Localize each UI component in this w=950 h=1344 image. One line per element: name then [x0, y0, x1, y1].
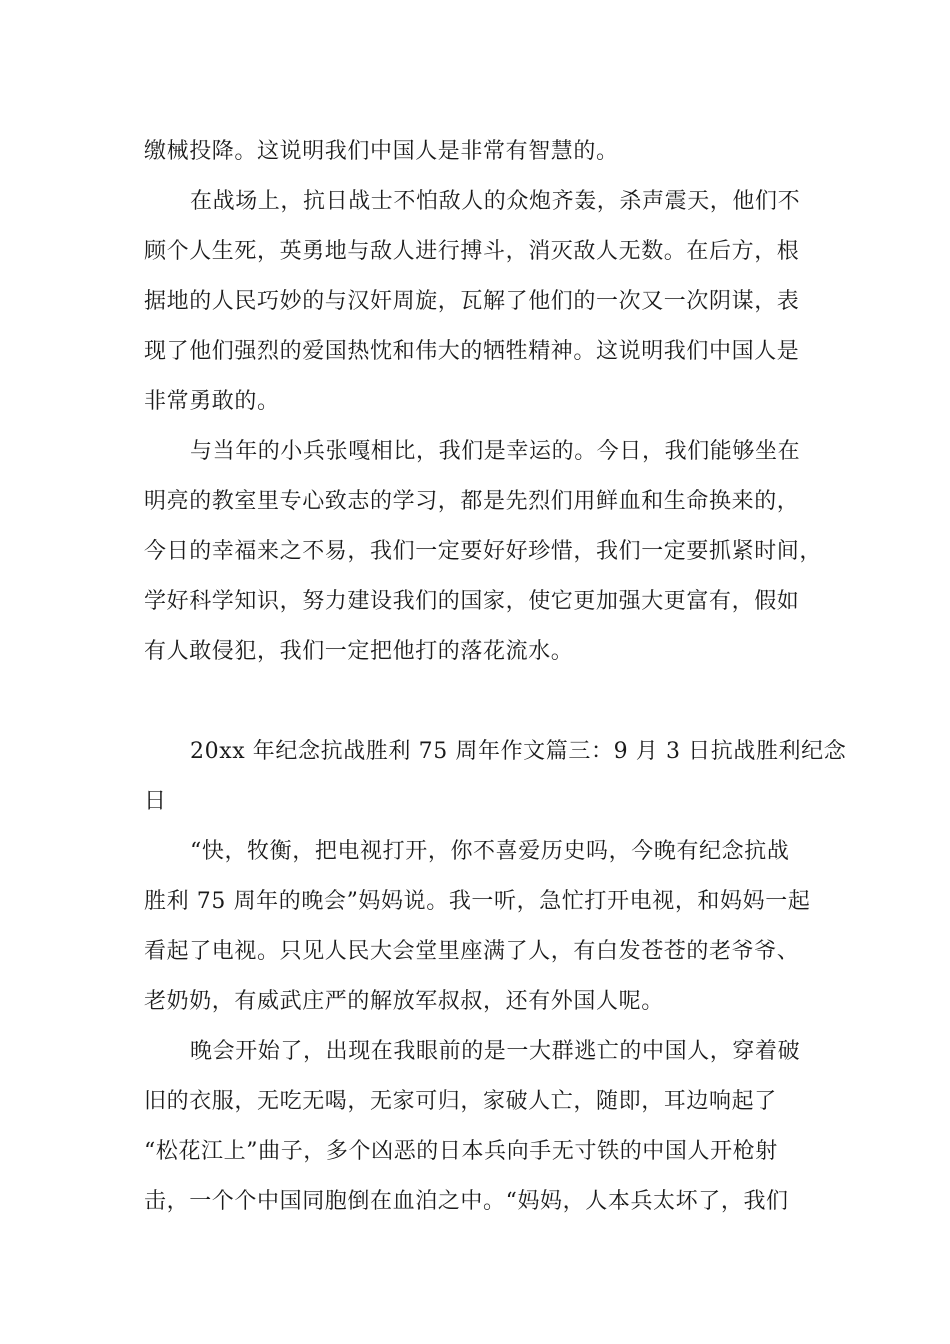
- text-line: 击，一个个中国同胞倒在血泊之中。“妈妈，人本兵太坏了，我们: [144, 1189, 789, 1214]
- text-line: 老奶奶，有威武庄严的解放军叔叔，还有外国人呢。: [144, 989, 664, 1014]
- text-line: 旧的衣服，无吃无喝，无家可归，家破人亡，随即，耳边响起了: [144, 1089, 777, 1114]
- text-line: 据地的人民巧妙的与汉奸周旋，瓦解了他们的一次又一次阴谋，表: [144, 289, 800, 314]
- text-line: 现了他们强烈的爱国热忱和伟大的牺牲精神。这说明我们中国人是: [144, 339, 800, 364]
- paragraph-start-line: “快，牧衡，把电视打开，你不喜爱历史吗，今晚有纪念抗战: [190, 839, 790, 864]
- text-line: 学好科学知识，努力建设我们的国家，使它更加强大更富有，假如: [144, 589, 800, 614]
- text-line: 明亮的教室里专心致志的学习，都是先烈们用鲜血和生命换来的，: [144, 489, 800, 514]
- paragraph-start-line: 与当年的小兵张嘎相比，我们是幸运的。今日，我们能够坐在: [190, 439, 801, 464]
- section-heading-continued: 日: [144, 789, 167, 814]
- text-line: “松花江上”曲子，多个凶恶的日本兵向手无寸铁的中国人开枪射: [144, 1139, 778, 1164]
- paragraph-start-line: 在战场上，抗日战士不怕敌人的众炮齐轰，杀声震天，他们不: [190, 189, 801, 214]
- paragraph-start-line: 晚会开始了，出现在我眼前的是一大群逃亡的中国人，穿着破: [190, 1039, 801, 1064]
- text-line: 非常勇敢的。: [144, 389, 280, 414]
- text-line: 胜利 75 周年的晚会”妈妈说。我一听，急忙打开电视，和妈妈一起: [144, 889, 811, 914]
- text-line: 今日的幸福来之不易，我们一定要好好珍惜，我们一定要抓紧时间，: [144, 539, 823, 564]
- text-line: 看起了电视。只见人民大会堂里座满了人，有白发苍苍的老爷爷、: [144, 939, 800, 964]
- text-line: 有人敢侵犯，我们一定把他打的落花流水。: [144, 639, 574, 664]
- section-heading: 20xx 年纪念抗战胜利 75 周年作文篇三：9 月 3 日抗战胜利纪念: [190, 739, 847, 764]
- text-line: 缴械投降。这说明我们中国人是非常有智慧的。: [144, 139, 619, 164]
- text-line: 顾个人生死，英勇地与敌人进行搏斗，消灭敌人无数。在后方，根: [144, 239, 800, 264]
